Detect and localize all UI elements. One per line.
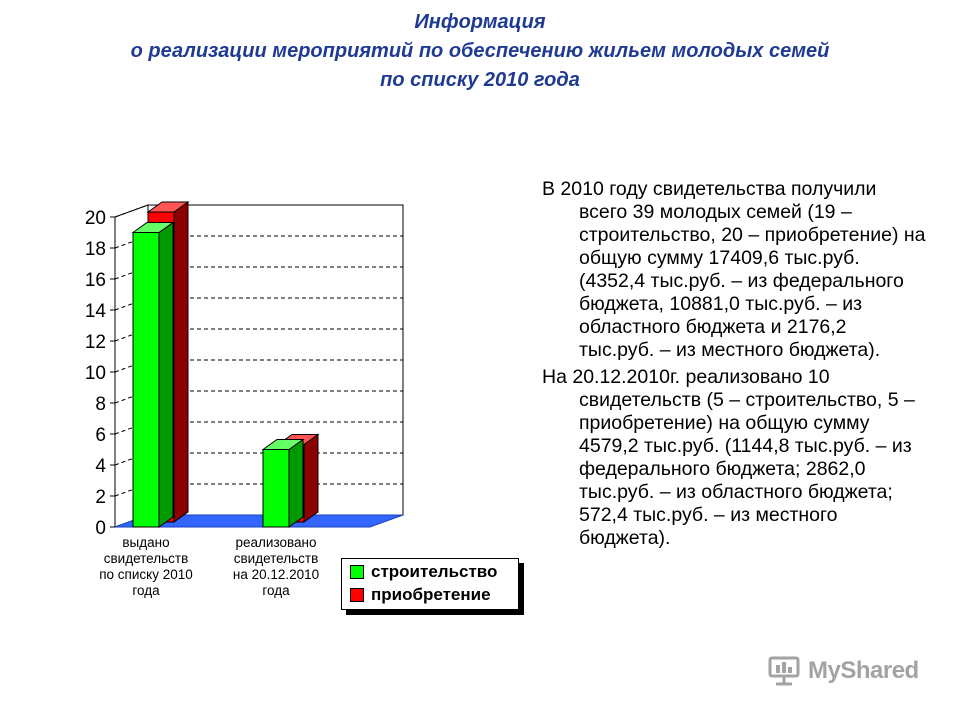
y-tick-label: 2 [95, 487, 106, 508]
y-tick-label: 4 [95, 456, 106, 477]
title-line-2: о реализации мероприятий по обеспечению жильем молодых семей [130, 40, 830, 62]
y-tick-label: 6 [95, 425, 106, 446]
y-tick-label: 14 [84, 301, 106, 322]
y-tick-label: 20 [84, 208, 106, 229]
x-category-label: года [132, 583, 160, 598]
bar-construction [263, 450, 289, 528]
legend-swatch-construction [350, 565, 364, 579]
x-category-label: свидетельств [103, 551, 189, 566]
x-category-label: года [262, 583, 290, 598]
watermark-text: MyShared [808, 657, 919, 684]
watermark [768, 656, 919, 686]
bar-construction-side [159, 223, 173, 528]
presentation-icon [768, 656, 802, 686]
description-text [542, 178, 927, 554]
bar-chart [0, 0, 540, 620]
paragraph-realized-summary: На 20.12.2010г. реализовано 10 свидетельств (5 – строительство, 5 – приобретение) на общую сумму 4579,2 тыс.руб. (1144,8 тыс.руб. – из федерального бюджета; 2862,0 тыс.руб. – из областного бюджета; 572,4 тыс.руб. – из местного бюджета). [542, 366, 915, 549]
y-tick-label: 16 [84, 270, 106, 291]
bar-purchase-side [174, 202, 188, 522]
legend-label-purchase: приобретение [371, 585, 491, 604]
bar-construction [133, 233, 159, 528]
bar-construction-side [289, 440, 303, 528]
x-category-label: свидетельств [233, 551, 319, 566]
title-line-1: Информация [414, 11, 546, 33]
legend-item-purchase [350, 585, 491, 605]
y-tick-label: 18 [84, 239, 106, 260]
legend-item-construction [350, 562, 497, 582]
chart-legend [341, 558, 519, 610]
y-tick-label: 10 [84, 363, 106, 384]
y-tick-label: 0 [95, 518, 106, 539]
y-tick-label: 8 [95, 394, 106, 415]
x-category-label: реализовано [235, 535, 317, 550]
legend-label-construction: строительство [371, 562, 498, 581]
legend-swatch-purchase [350, 588, 364, 602]
paragraph-2010-summary: В 2010 году свидетельства получили всего 39 молодых семей (19 – строительство, 20 – приобретение) на общую сумму 17409,6 тыс.руб. (4352,4 тыс.руб. – из федерального бюджета, 10881,0 тыс.руб. – из областного бюджета и 2176,2 тыс.руб. – из местного бюджета). [542, 178, 926, 361]
bar-purchase-side [304, 435, 318, 523]
y-tick-label: 12 [84, 332, 106, 353]
title-line-3: по списку 2010 года [380, 69, 580, 91]
x-category-label: по списку 2010 [99, 567, 193, 582]
x-category-label: выдано [122, 535, 170, 550]
x-category-label: на 20.12.2010 [232, 567, 320, 582]
